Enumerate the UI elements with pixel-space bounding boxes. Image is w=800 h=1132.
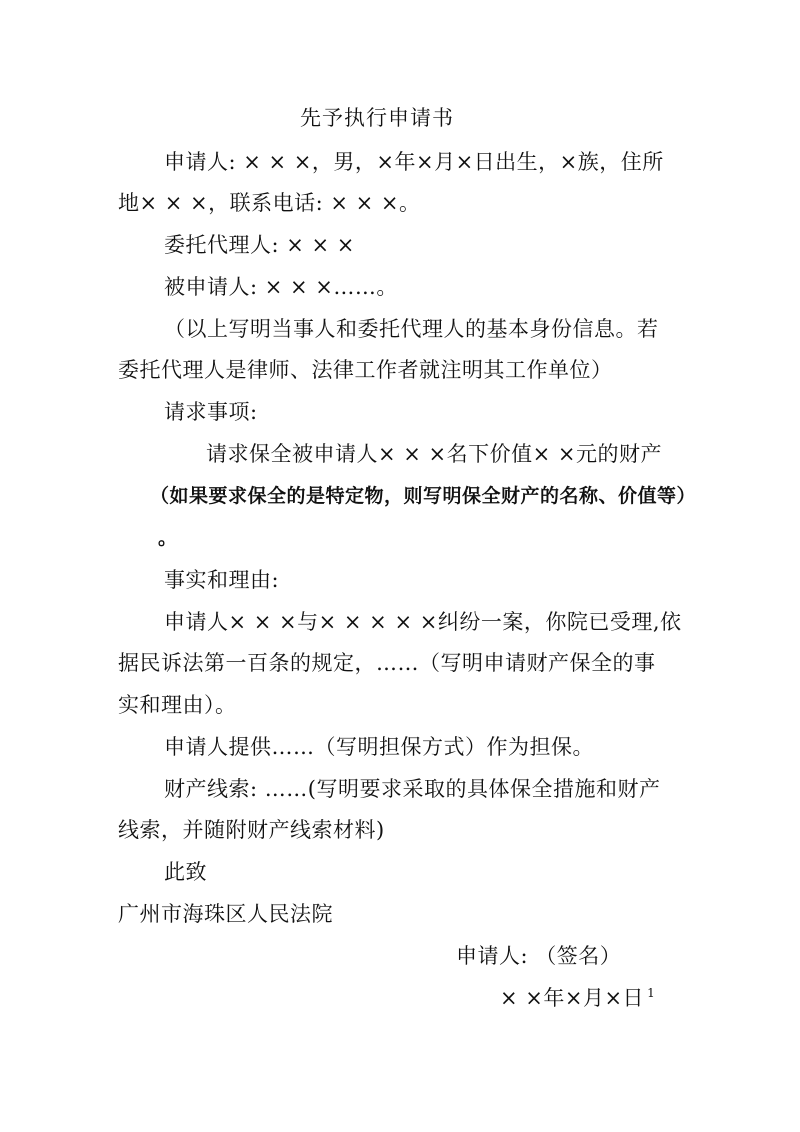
- claim-note: （如果要求保全的是特定物，则写明保全财产的名称、价值等）: [150, 485, 697, 507]
- facts-heading: 事实和理由:: [164, 568, 280, 592]
- facts-line-1: 申请人× × ×与× × × × ×纠纷一案，你院已受理,依: [164, 610, 682, 634]
- claim-text: 请求保全被申请人× × ×名下价值× ×元的财产: [206, 442, 663, 466]
- facts-line-2: 据民诉法第一百条的规定，……（写明申请财产保全的事: [118, 651, 656, 675]
- footnote-mark: 1: [647, 986, 656, 1000]
- applicant-line-2: 地× × ×，联系电话: × × ×。: [118, 191, 421, 215]
- salutation: 此致: [164, 860, 207, 884]
- respondent-line: 被申请人: × × ×……。: [164, 275, 398, 299]
- note-line-1: （以上写明当事人和委托代理人的基本身份信息。若: [164, 317, 659, 341]
- claims-heading: 请求事项:: [164, 400, 258, 424]
- claim-note-end: 。: [158, 527, 178, 549]
- guarantee-line: 申请人提供……（写明担保方式）作为担保。: [164, 735, 594, 759]
- court-name: 广州市海珠区人民法院: [118, 902, 333, 926]
- signature-line: 申请人: （签名）: [456, 944, 622, 968]
- agent-line: 委托代理人: × × ×: [164, 233, 355, 257]
- clues-line-1: 财产线索: ……(写明要求采取的具体保全措施和财产: [164, 777, 661, 801]
- document-title: 先予执行申请书: [300, 106, 454, 130]
- clues-line-2: 线索，并随附财产线索材料): [118, 818, 385, 842]
- note-line-2: 委托代理人是律师、法律工作者就注明其工作单位）: [118, 358, 613, 382]
- applicant-line-1: 申请人: × × ×，男，×年×月×日出生，×族，住所: [164, 150, 664, 174]
- facts-line-3: 实和理由）。: [118, 693, 237, 717]
- date-line: [500, 984, 655, 1012]
- date-text: × ×年×月×日: [500, 986, 645, 1010]
